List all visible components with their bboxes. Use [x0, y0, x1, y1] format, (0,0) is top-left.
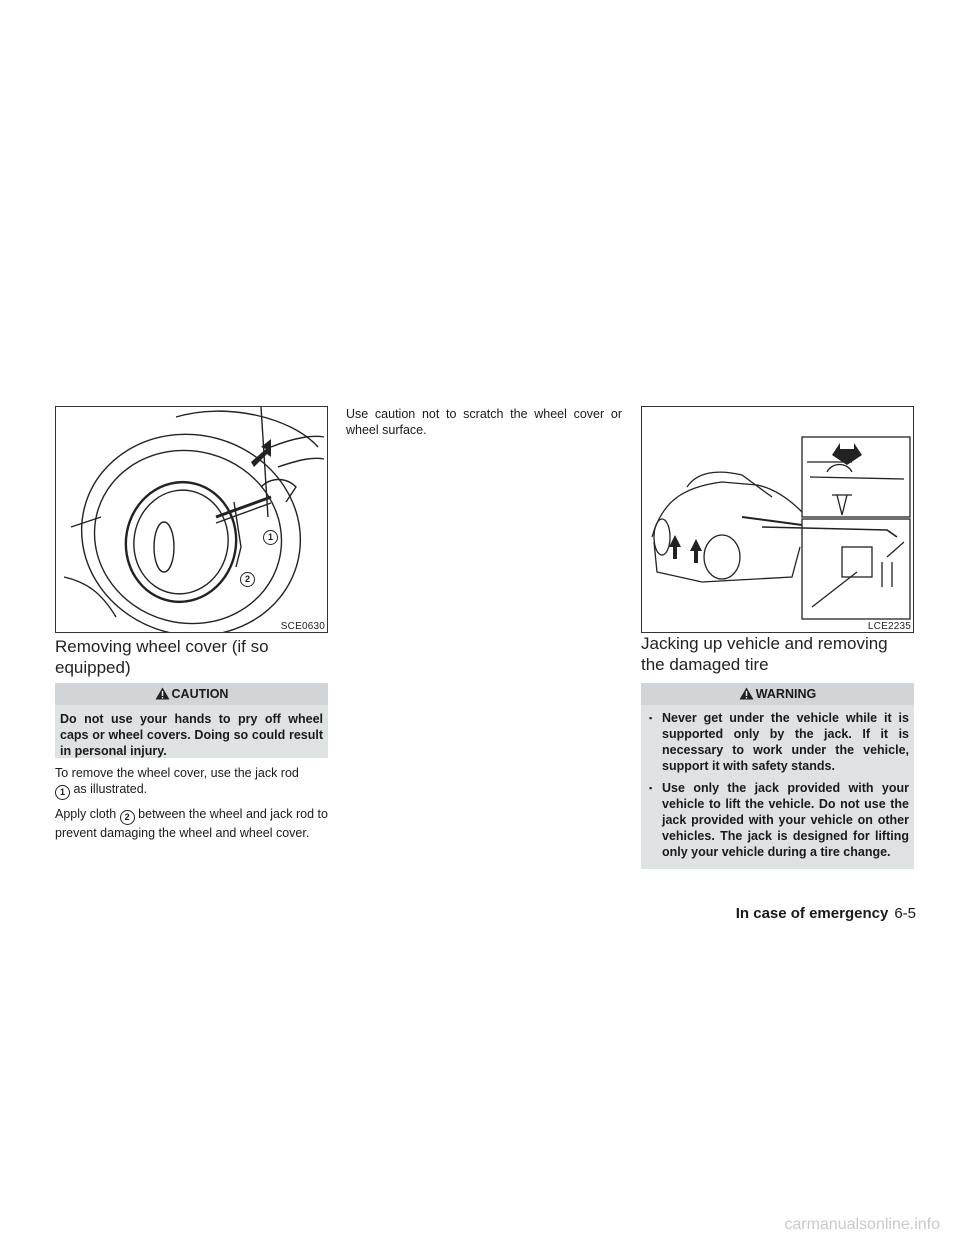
- warning-bullet: ▪ Never get under the vehicle while it is supported only by the jack. If it is necessary to work under the vehicle, support it with safety stands.: [646, 710, 909, 774]
- wheel-cover-figure: [55, 406, 328, 633]
- warning-triangle-icon: [155, 687, 170, 700]
- section-heading-jacking: Jacking up vehicle and removing the damaged tire: [641, 634, 888, 674]
- paragraph-apply-cloth: Apply cloth 2 between the wheel and jack rod to prevent damaging the wheel and wheel cover.: [55, 807, 328, 840]
- warning-header: [641, 683, 914, 705]
- figure-code: LCE2235: [867, 621, 911, 632]
- caution-text: Do not use your hands to pry off wheel caps or wheel covers. Doing so could result in personal injury.: [60, 712, 323, 758]
- figure-code: SCE0630: [280, 621, 325, 632]
- paragraph-jack-rod: To remove the wheel cover, use the jack rod 1 as illustrated.: [55, 765, 328, 800]
- caution-box: [55, 683, 328, 758]
- watermark: carmanualsonline.info: [784, 1216, 940, 1233]
- page-footer: [736, 905, 916, 923]
- callout-1: 1: [263, 525, 278, 545]
- warning-title: WARNING: [755, 687, 817, 701]
- warning-bullet: ▪ Use only the jack provided with your vehicle to lift the vehicle. Do not use the jack provided with your vehicle on other vehicles. The jack is designed for lifting only your vehicle during a tire change.: [646, 780, 909, 860]
- caution-title: CAUTION: [171, 687, 229, 701]
- warning-box: [641, 683, 914, 869]
- callout-inline-2: 2: [120, 810, 135, 825]
- callout-2: 2: [240, 567, 255, 587]
- warning-text: [646, 710, 909, 866]
- jacking-figure: [641, 406, 914, 633]
- jacking-illustration: [642, 407, 913, 632]
- paragraph-scratch-caution: Use caution not to scratch the wheel cover or wheel surface.: [346, 407, 622, 437]
- caution-header: [55, 683, 328, 705]
- section-heading-wheel-cover: Removing wheel cover (if so equipped): [55, 637, 269, 677]
- page-number: 6-5: [894, 905, 916, 922]
- footer-section: In case of emergency: [735, 905, 889, 922]
- wheel-cover-illustration: [56, 407, 327, 632]
- warning-triangle-icon: [739, 687, 754, 700]
- callout-inline-1: 1: [55, 785, 70, 800]
